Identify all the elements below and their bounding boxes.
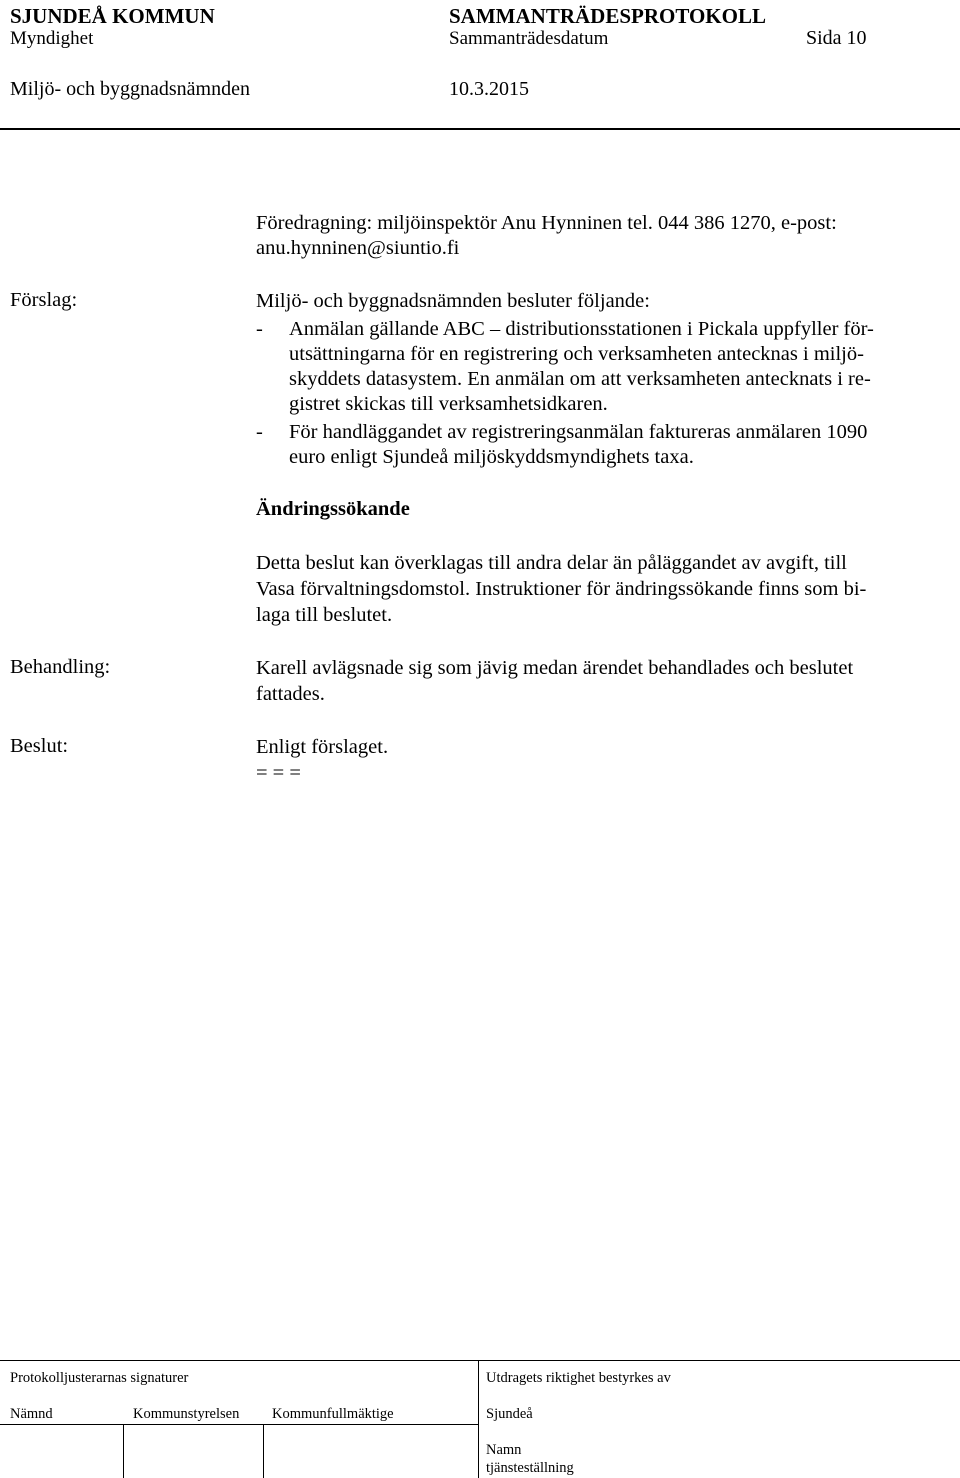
bullet2-line-1: För handläggandet av registreringsanmälan faktureras anmälaren 1090	[289, 421, 868, 443]
handling-line-2: fattades.	[256, 683, 325, 705]
appeal-line-3: laga till beslutet.	[256, 604, 393, 626]
bullet1-line-1: Anmälan gällande ABC – distributionsstationen i Pickala uppfyller för-	[289, 318, 874, 340]
signatures-label: Protokolljusterarnas signaturer	[10, 1370, 189, 1386]
col-exec: Kommunstyrelsen	[133, 1406, 240, 1422]
certify-label: Utdragets riktighet bestyrkes av	[486, 1370, 671, 1386]
meeting-date-label: Sammanträdesdatum	[449, 28, 609, 49]
certify-name-label: Namn	[486, 1442, 522, 1458]
presenter-line-1: Föredragning: miljöinspektör Anu Hynninen tel. 044 386 1270, e-post:	[256, 212, 837, 234]
presenter-line-2: anu.hynninen@siuntio.fi	[256, 237, 460, 259]
footer-col-divider-1	[123, 1424, 124, 1478]
header-rule	[0, 128, 960, 130]
authority-label: Myndighet	[10, 28, 94, 49]
footer-center-divider	[478, 1360, 479, 1478]
bullet2-line-2: euro enligt Sjundeå miljöskyddsmyndighets taxa.	[289, 446, 694, 468]
proposal-intro: Miljö- och byggnadsnämnden besluter följande:	[256, 290, 650, 312]
footer-sig-rule	[0, 1424, 478, 1425]
bullet-dash-2: -	[256, 421, 263, 443]
end-mark: = = =	[256, 762, 301, 784]
handling-label: Behandling:	[10, 656, 111, 678]
bullet-dash-1: -	[256, 318, 263, 340]
doc-type: SAMMANTRÄDESPROTOKOLL	[449, 4, 766, 28]
certify-place: Sjundeå	[486, 1406, 533, 1422]
bullet1-line-2: utsättningarna för en registrering och verksamheten antecknas i miljö-	[289, 343, 864, 365]
meeting-date: 10.3.2015	[449, 78, 529, 100]
authority-name: Miljö- och byggnadsnämnden	[10, 78, 250, 100]
appeal-line-2: Vasa förvaltningsdomstol. Instruktioner för ändringssökande finns som bi-	[256, 578, 867, 600]
appeal-heading: Ändringssökande	[256, 498, 410, 520]
certify-position-label: tjänsteställning	[486, 1460, 574, 1476]
org-name: SJUNDEÅ KOMMUN	[10, 4, 215, 28]
proposal-label: Förslag:	[10, 289, 78, 311]
bullet1-line-3: skyddets datasystem. En anmälan om att verksamheten antecknats i re-	[289, 368, 871, 390]
bullet1-line-4: gistret skickas till verksamhetsidkaren.	[289, 393, 608, 415]
col-council: Kommunfullmäktige	[272, 1406, 394, 1422]
handling-line-1: Karell avlägsnade sig som jävig medan ärendet behandlades och beslutet	[256, 657, 854, 679]
decision-label: Beslut:	[10, 735, 69, 757]
footer-col-divider-2	[263, 1424, 264, 1478]
col-board: Nämnd	[10, 1406, 53, 1422]
appeal-line-1: Detta beslut kan överklagas till andra delar än påläggandet av avgift, till	[256, 552, 847, 574]
decision-text: Enligt förslaget.	[256, 736, 389, 758]
footer-top-rule	[0, 1360, 960, 1361]
page-number: Sida 10	[806, 27, 867, 49]
